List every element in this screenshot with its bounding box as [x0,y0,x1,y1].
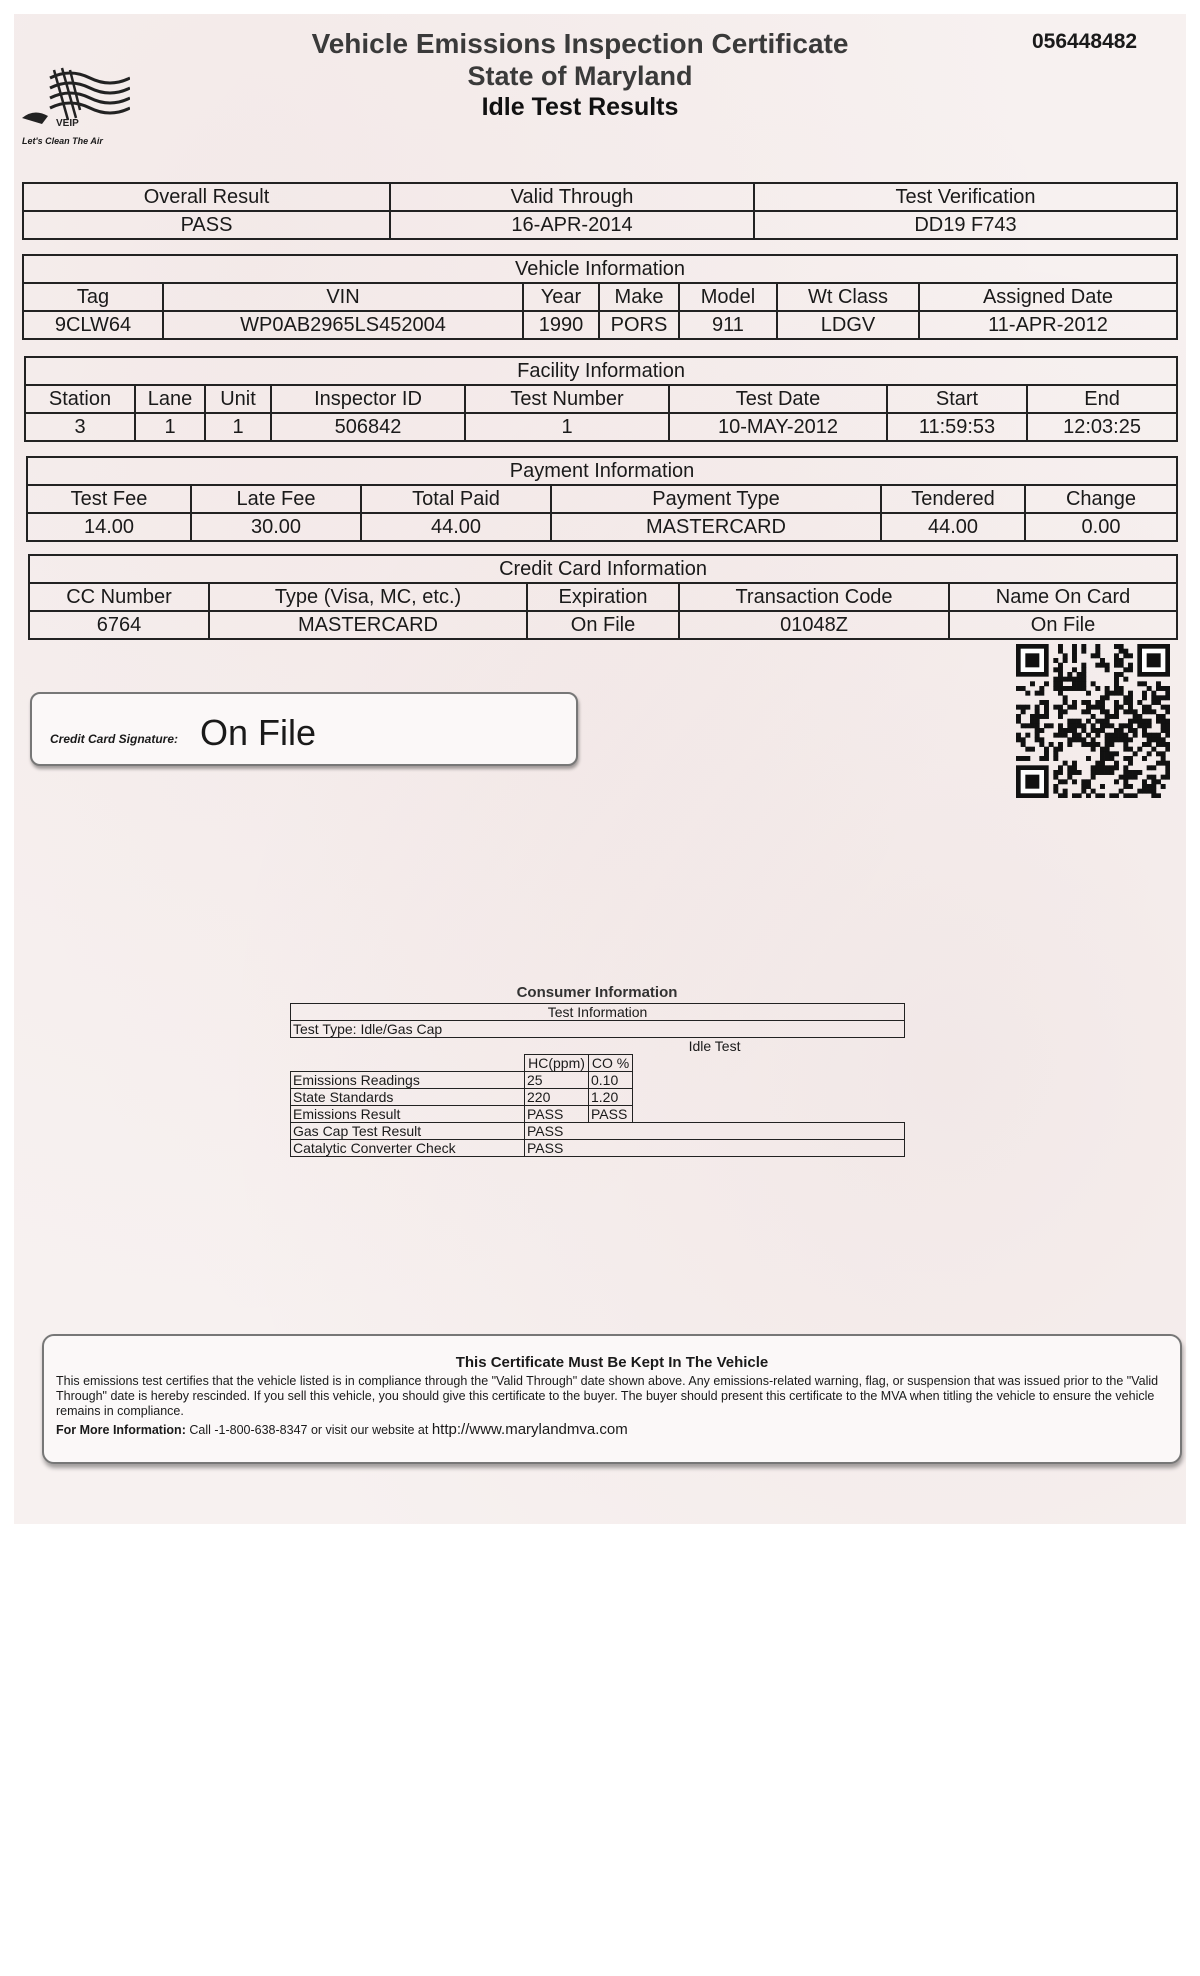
certificate-page [14,14,1186,1524]
emissions-result-label: Emissions Result [291,1106,525,1123]
expiration-header: Expiration [527,583,679,611]
test-verification-value: DD19 F743 [754,211,1177,239]
footer-more-info [56,1422,1166,1438]
credit-card-info-title: Credit Card Information [29,555,1177,583]
valid-through-header: Valid Through [390,183,754,211]
start-value: 11:59:53 [887,413,1027,441]
late-fee-value: 30.00 [191,513,361,541]
emissions-result-co: PASS [589,1106,633,1123]
overall-result-table [22,182,1178,240]
certificate-number: 056448482 [1032,30,1138,53]
overall-result-value: PASS [23,211,390,239]
title-line-3: Idle Test Results [481,93,679,121]
title-line-1: Vehicle Emissions Inspection Certificate [311,28,849,59]
emissions-readings-co: 0.10 [589,1072,633,1089]
hc-column-header: HC(ppm) [525,1055,589,1072]
transaction-code-value: 01048Z [679,611,949,639]
change-header: Change [1025,485,1177,513]
catalytic-converter-value: PASS [525,1140,905,1157]
card-type-header: Type (Visa, MC, etc.) [209,583,527,611]
test-info-header: Test Information [291,1004,905,1021]
assigned-date-header: Assigned Date [919,283,1177,311]
payment-type-value: MASTERCARD [551,513,881,541]
vin-value: WP0AB2965LS452004 [163,311,523,339]
test-type: Test Type: Idle/Gas Cap [291,1021,905,1038]
lane-header: Lane [135,385,205,413]
credit-card-signature-box [30,692,578,766]
year-value: 1990 [523,311,599,339]
facility-info-title: Facility Information [25,357,1177,385]
catalytic-converter-label: Catalytic Converter Check [291,1140,525,1157]
test-number-header: Test Number [465,385,669,413]
lane-value: 1 [135,413,205,441]
page-title [270,28,890,122]
veip-flag-icon [20,60,130,140]
credit-card-info-table [28,554,1178,640]
qr-code-icon [1016,644,1170,798]
wt-class-value: LDGV [777,311,919,339]
inspector-id-value: 506842 [271,413,465,441]
tag-value: 9CLW64 [23,311,163,339]
overall-result-header: Overall Result [23,183,390,211]
payment-info-title: Payment Information [27,457,1177,485]
inspector-id-header: Inspector ID [271,385,465,413]
late-fee-header: Late Fee [191,485,361,513]
footer-body: This emissions test certifies that the vehicle listed is in compliance through the "Valid Through" date shown above. Any emissions-related warning, flag, or suspension that was issued prior to the "Valid Through" date is hereby rescinded. If you sell this vehicle, you should give this certificate to the buyer. The buyer should present this certificate to the MVA when titling the vehicle to ensure the vehicle remains in compliance. [56,1374,1159,1418]
consumer-info-table [290,1003,905,1157]
vehicle-info-title: Vehicle Information [23,255,1177,283]
signature-label: Credit Card Signature: [50,732,179,746]
wt-class-header: Wt Class [777,283,919,311]
model-value: 911 [679,311,777,339]
cc-number-value: 6764 [29,611,209,639]
make-value: PORS [599,311,679,339]
tendered-value: 44.00 [881,513,1025,541]
test-number-value: 1 [465,413,669,441]
start-header: Start [887,385,1027,413]
expiration-value: On File [527,611,679,639]
vin-header: VIN [163,283,523,311]
state-standards-co: 1.20 [589,1089,633,1106]
gas-cap-value: PASS [525,1123,905,1140]
test-date-header: Test Date [669,385,887,413]
logo-tagline: Let's Clean The Air [22,136,103,146]
website-link[interactable]: http://www.marylandmva.com [431,1421,628,1438]
tendered-header: Tendered [881,485,1025,513]
payment-type-header: Payment Type [551,485,881,513]
emissions-readings-label: Emissions Readings [291,1072,525,1089]
emissions-readings-hc: 25 [525,1072,589,1089]
unit-value: 1 [205,413,271,441]
make-header: Make [599,283,679,311]
year-header: Year [523,283,599,311]
total-paid-header: Total Paid [361,485,551,513]
state-standards-label: State Standards [291,1089,525,1106]
total-paid-value: 44.00 [361,513,551,541]
station-value: 3 [25,413,135,441]
state-standards-hc: 220 [525,1089,589,1106]
end-header: End [1027,385,1177,413]
more-info-label: For More Information: [56,1423,186,1437]
emissions-result-hc: PASS [525,1106,589,1123]
more-info-text: Call -1-800-638-8347 or visit our website at [189,1423,429,1437]
test-date-value: 10-MAY-2012 [669,413,887,441]
footer-notice-box [42,1334,1182,1464]
co-column-header: CO % [589,1055,633,1072]
unit-header: Unit [205,385,271,413]
veip-logo [20,60,130,150]
gas-cap-label: Gas Cap Test Result [291,1123,525,1140]
model-header: Model [679,283,777,311]
card-type-value: MASTERCARD [209,611,527,639]
footer-title: This Certificate Must Be Kept In The Vehicle [455,1354,769,1371]
idle-test-header: Idle Test [688,1038,741,1054]
station-header: Station [25,385,135,413]
name-on-card-header: Name On Card [949,583,1177,611]
assigned-date-value: 11-APR-2012 [919,311,1177,339]
payment-info-table [26,456,1178,542]
change-value: 0.00 [1025,513,1177,541]
cc-number-header: CC Number [29,583,209,611]
end-value: 12:03:25 [1027,413,1177,441]
vehicle-info-table [22,254,1178,340]
svg-text:VEIP: VEIP [56,118,79,129]
test-verification-header: Test Verification [754,183,1177,211]
test-fee-header: Test Fee [27,485,191,513]
consumer-info-title: Consumer Information [516,984,678,1001]
valid-through-value: 16-APR-2014 [390,211,754,239]
test-fee-value: 14.00 [27,513,191,541]
tag-header: Tag [23,283,163,311]
name-on-card-value: On File [949,611,1177,639]
facility-info-table [24,356,1178,442]
title-line-2: State of Maryland [467,61,693,91]
transaction-code-header: Transaction Code [679,583,949,611]
signature-value: On File [200,712,317,753]
